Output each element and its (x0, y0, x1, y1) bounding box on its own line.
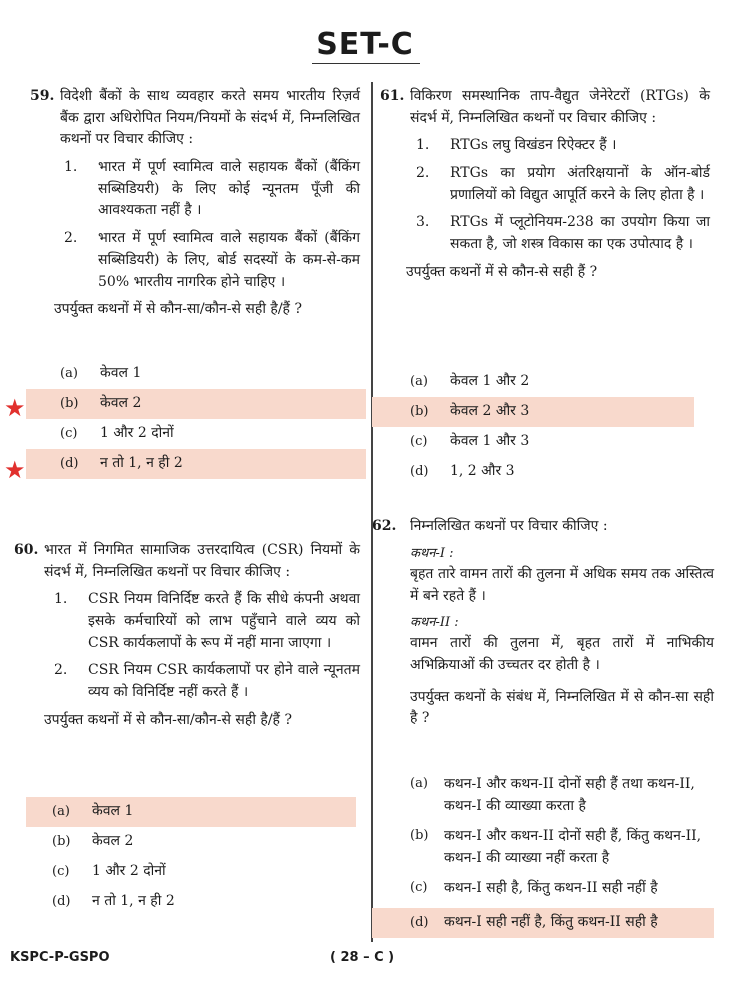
question-61 (380, 86, 710, 284)
paper-code: KSPC-P-GSPO (10, 950, 110, 965)
question-number: 62. (372, 518, 397, 534)
option-a[interactable] (372, 774, 714, 826)
title-underline (312, 63, 420, 64)
question-number: 61. (380, 88, 405, 104)
options-59 (26, 359, 366, 479)
option-b[interactable] (372, 826, 714, 878)
option-text: केवल 2 (92, 833, 134, 850)
option-text: कथन-I और कथन-II दोनों सही हैं, किंतु कथन-II, कथन-I की व्याख्या नहीं करता है (444, 828, 702, 866)
option-letter: (b) (410, 828, 429, 843)
statement-text: भारत में पूर्ण स्वामित्व वाले सहायक बैंकों (बैंकिंग सब्सिडियरी) के लिए, बोर्ड सदस्यों के कम-से-कम 50% भारतीय नागरिक होने चाहिए । (98, 230, 360, 290)
statement-text: बृहत तारे वामन तारों की तुलना में अधिक समय तक अस्तित्व में बने रहते हैं । (410, 565, 714, 604)
question-text: विकिरण समस्थानिक ताप-वैद्युत जेनेरेटरों (RTGs) के संदर्भ में, निम्नलिखित कथनों पर विचार कीजिए : (410, 88, 710, 126)
question-prompt: उपर्युक्त कथनों में से कौन-सा/कौन-से सही है/हैं ? (54, 301, 302, 318)
option-letter: (b) (410, 403, 429, 419)
option-letter: (d) (52, 893, 71, 909)
question-prompt: उपर्युक्त कथनों में से कौन-सा/कौन-से सही है/हैं ? (44, 711, 292, 728)
statement-number: 1. (64, 159, 78, 176)
option-b[interactable] (372, 397, 694, 427)
statement-number: 3. (416, 214, 430, 231)
question-prompt: उपर्युक्त कथनों में से कौन-से सही हैं ? (406, 263, 598, 280)
question-prompt: उपर्युक्त कथनों के संबंध में, निम्नलिखित में से कौन-सा सही है ? (410, 688, 714, 727)
statement-number: 1. (416, 137, 430, 154)
option-c[interactable] (26, 419, 366, 449)
option-letter: (c) (410, 433, 428, 449)
option-text: कथन-I सही है, किंतु कथन-II सही नहीं है (444, 880, 658, 896)
statement-text: RTGs का प्रयोग अंतरिक्षयानों के ऑन-बोर्ड प्रणालियों को विद्युत आपूर्ति करने के लिए होता है । (450, 165, 710, 203)
option-c[interactable] (372, 878, 714, 908)
star-icon: ★ (4, 394, 26, 422)
option-letter: (d) (410, 463, 429, 479)
options-61 (372, 367, 694, 487)
options-62 (372, 774, 714, 938)
option-text: 1 और 2 दोनों (92, 863, 166, 880)
option-text: न तो 1, न ही 2 (92, 893, 175, 910)
question-number: 59. (30, 88, 55, 104)
option-d[interactable] (372, 457, 694, 487)
statement (406, 135, 710, 157)
option-text: केवल 2 और 3 (450, 403, 530, 420)
statement-label: कथन-II : (410, 615, 459, 631)
option-d[interactable] (26, 887, 356, 917)
statement (44, 660, 360, 703)
option-a[interactable] (26, 359, 366, 389)
option-letter: (d) (410, 914, 429, 930)
option-d[interactable] (372, 908, 714, 938)
statement (54, 228, 360, 293)
statement (54, 157, 360, 222)
option-text: केवल 2 (100, 395, 142, 412)
option-letter: (c) (60, 425, 78, 441)
option-b[interactable] (26, 389, 366, 419)
statement-text: RTGs लघु विखंडन रिऐक्टर हैं । (450, 137, 617, 154)
option-c[interactable] (372, 427, 694, 457)
statement-text: CSR नियम विनिर्दिष्ट करते हैं कि सीधे कंपनी अथवा इसके कर्मचारियों को लाभ पहुँचाने वाले व्यय को CSR कार्यकलापों के रूप में नहीं माना जाएगा । (88, 591, 360, 651)
question-62 (372, 516, 714, 730)
option-a[interactable] (372, 367, 694, 397)
option-text: केवल 1 (92, 803, 134, 820)
option-letter: (a) (410, 373, 428, 389)
option-c[interactable] (26, 857, 356, 887)
star-icon: ★ (4, 456, 26, 484)
option-letter: (a) (410, 776, 428, 791)
question-text: भारत में निगमित सामाजिक उत्तरदायित्व (CSR) नियमों के संदर्भ में, निम्नलिखित कथनों पर विचार कीजिए : (44, 542, 360, 580)
statement (44, 589, 360, 654)
option-text: 1, 2 और 3 (450, 463, 515, 480)
statement (406, 212, 710, 255)
option-letter: (a) (60, 365, 78, 381)
statement-text: वामन तारों की तुलना में, बृहत तारों में नाभिकीय अभिक्रियाओं की उच्चतर दर होती है । (410, 635, 714, 674)
option-text: कथन-I सही नहीं है, किंतु कथन-II सही है (444, 914, 658, 931)
option-letter: (a) (52, 803, 70, 819)
option-text: केवल 1 और 3 (450, 433, 530, 450)
statement-text: RTGs में प्लूटोनियम-238 का उपयोग किया जा सकता है, जो शस्त्र विकास का एक उपोत्पाद है । (450, 214, 710, 253)
option-text: न तो 1, न ही 2 (100, 455, 183, 472)
option-letter: (d) (60, 455, 79, 471)
option-a[interactable] (26, 797, 356, 827)
options-60 (26, 797, 356, 917)
statement-number: 2. (54, 662, 68, 679)
statement-number: 2. (416, 165, 430, 182)
question-59 (30, 86, 360, 321)
option-text: 1 और 2 दोनों (100, 425, 174, 442)
page-number: ( 28 – C ) (330, 950, 395, 965)
statement (406, 163, 710, 206)
statement-number: 1. (54, 591, 68, 608)
option-d[interactable] (26, 449, 366, 479)
option-letter: (b) (52, 833, 71, 849)
option-text: केवल 1 (100, 365, 142, 382)
statement-text: CSR नियम CSR कार्यकलापों पर होने वाले न्यूनतम व्यय को विनिर्दिष्ट नहीं करते हैं । (88, 662, 360, 701)
option-b[interactable] (26, 827, 356, 857)
question-text: विदेशी बैंकों के साथ व्यवहार करते समय भारतीय रिज़र्व बैंक द्वारा अधिरोपित नियम/नियमों के संदर्भ में, निम्नलिखित कथनों पर विचार कीजिए : (60, 88, 360, 148)
question-60 (14, 540, 360, 732)
option-letter: (b) (60, 395, 79, 411)
option-text: केवल 1 और 2 (450, 373, 530, 390)
question-text: निम्नलिखित कथनों पर विचार कीजिए : (410, 518, 608, 534)
option-letter: (c) (410, 880, 428, 895)
statement-text: भारत में पूर्ण स्वामित्व वाले सहायक बैंकों (बैंकिंग सब्सिडियरी) के लिए कोई न्यूनतम पूँजी की आवश्यकता नहीं है । (98, 159, 360, 219)
statement-number: 2. (64, 230, 78, 247)
option-letter: (c) (52, 863, 70, 879)
question-number: 60. (14, 542, 39, 558)
option-text: कथन-I और कथन-II दोनों सही हैं तथा कथन-II, कथन-I की व्याख्या करता है (444, 776, 695, 814)
statement-label: कथन-I : (410, 545, 454, 561)
set-title: SET-C (316, 27, 414, 62)
